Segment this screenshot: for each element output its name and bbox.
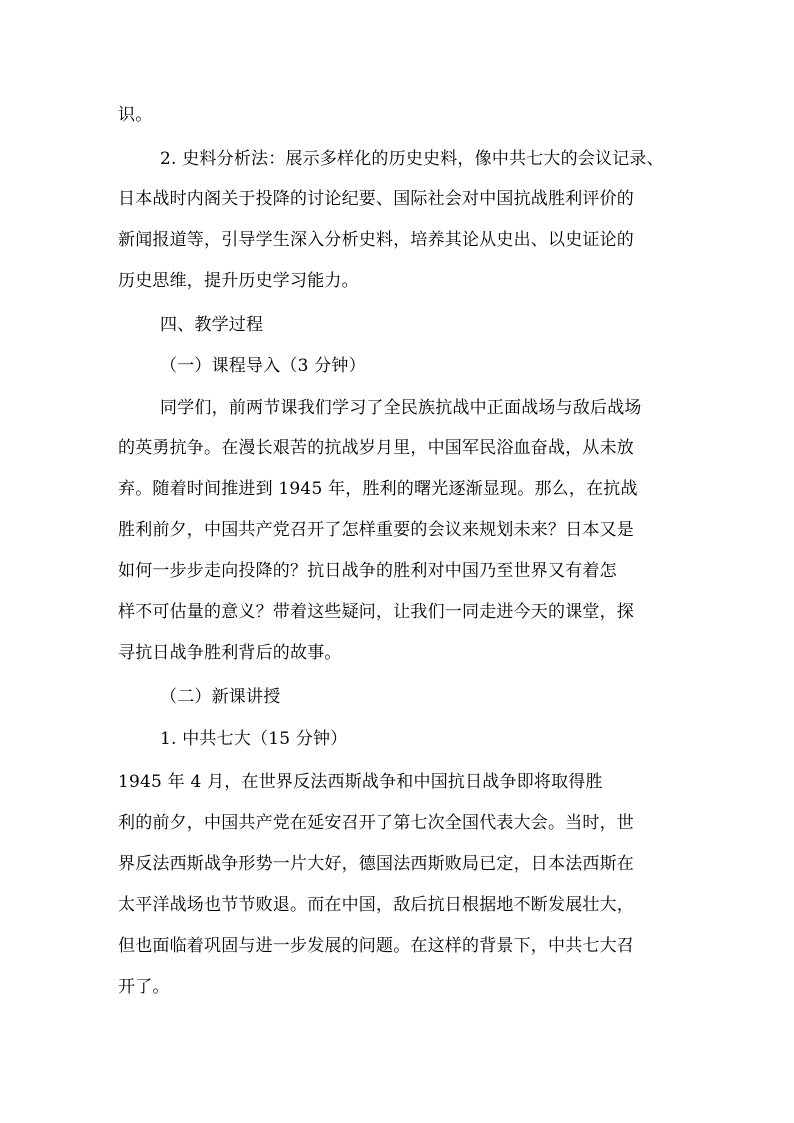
text-line: 识。 xyxy=(118,105,153,125)
subsection-heading: （二）新课讲授 xyxy=(160,687,281,707)
text-line: 利的前夕，中国共产党在延安召开了第七次全国代表大会。当时，世 xyxy=(118,813,634,833)
text-line: 但也面临着巩固与进一步发展的问题。在这样的背景下，中共七大召 xyxy=(118,936,634,956)
text-line: 太平洋战场也节节败退。而在中国，敌后抗日根据地不断发展壮大， xyxy=(118,895,634,915)
text-line: 胜利前夕，中国共产党召开了怎样重要的会议来规划未来？日本又是 xyxy=(118,520,634,540)
section-heading: 四、教学过程 xyxy=(160,315,264,335)
text-line: 弃。随着时间推进到 1945 年，胜利的曙光逐渐显现。那么，在抗战 xyxy=(118,479,638,499)
text-line: 同学们，前两节课我们学习了全民族抗战中正面战场与敌后战场 xyxy=(160,398,642,418)
subsection-heading: （一）课程导入（3 分钟） xyxy=(160,356,366,376)
text-line: 如何一步步走向投降的？抗日战争的胜利对中国乃至世界又有着怎 xyxy=(118,561,617,581)
text-line: 样不可估量的意义？带着这些疑问，让我们一同走进今天的课堂，探 xyxy=(118,602,634,622)
text-line: 日本战时内阁关于投降的讨论纪要、国际社会对中国抗战胜利评价的 xyxy=(118,189,634,209)
text-line: 界反法西斯战争形势一片大好，德国法西斯败局已定，日本法西斯在 xyxy=(118,854,634,874)
text-line: 新闻报道等，引导学生深入分析史料，培养其论从史出、以史证论的 xyxy=(118,230,634,250)
text-line: 历史思维，提升历史学习能力。 xyxy=(118,271,359,291)
text-line: 2. 史料分析法：展示多样化的历史史料，像中共七大的会议记录、 xyxy=(160,149,664,169)
text-line: 的英勇抗争。在漫长艰苦的抗战岁月里，中国军民浴血奋战，从未放 xyxy=(118,438,634,458)
subsection-heading: 1. 中共七大（15 分钟） xyxy=(160,729,348,749)
text-line: 1945 年 4 月，在世界反法西斯战争和中国抗日战争即将取得胜 xyxy=(118,772,603,792)
text-line: 寻抗日战争胜利背后的故事。 xyxy=(118,643,342,663)
text-line: 开了。 xyxy=(118,977,170,997)
